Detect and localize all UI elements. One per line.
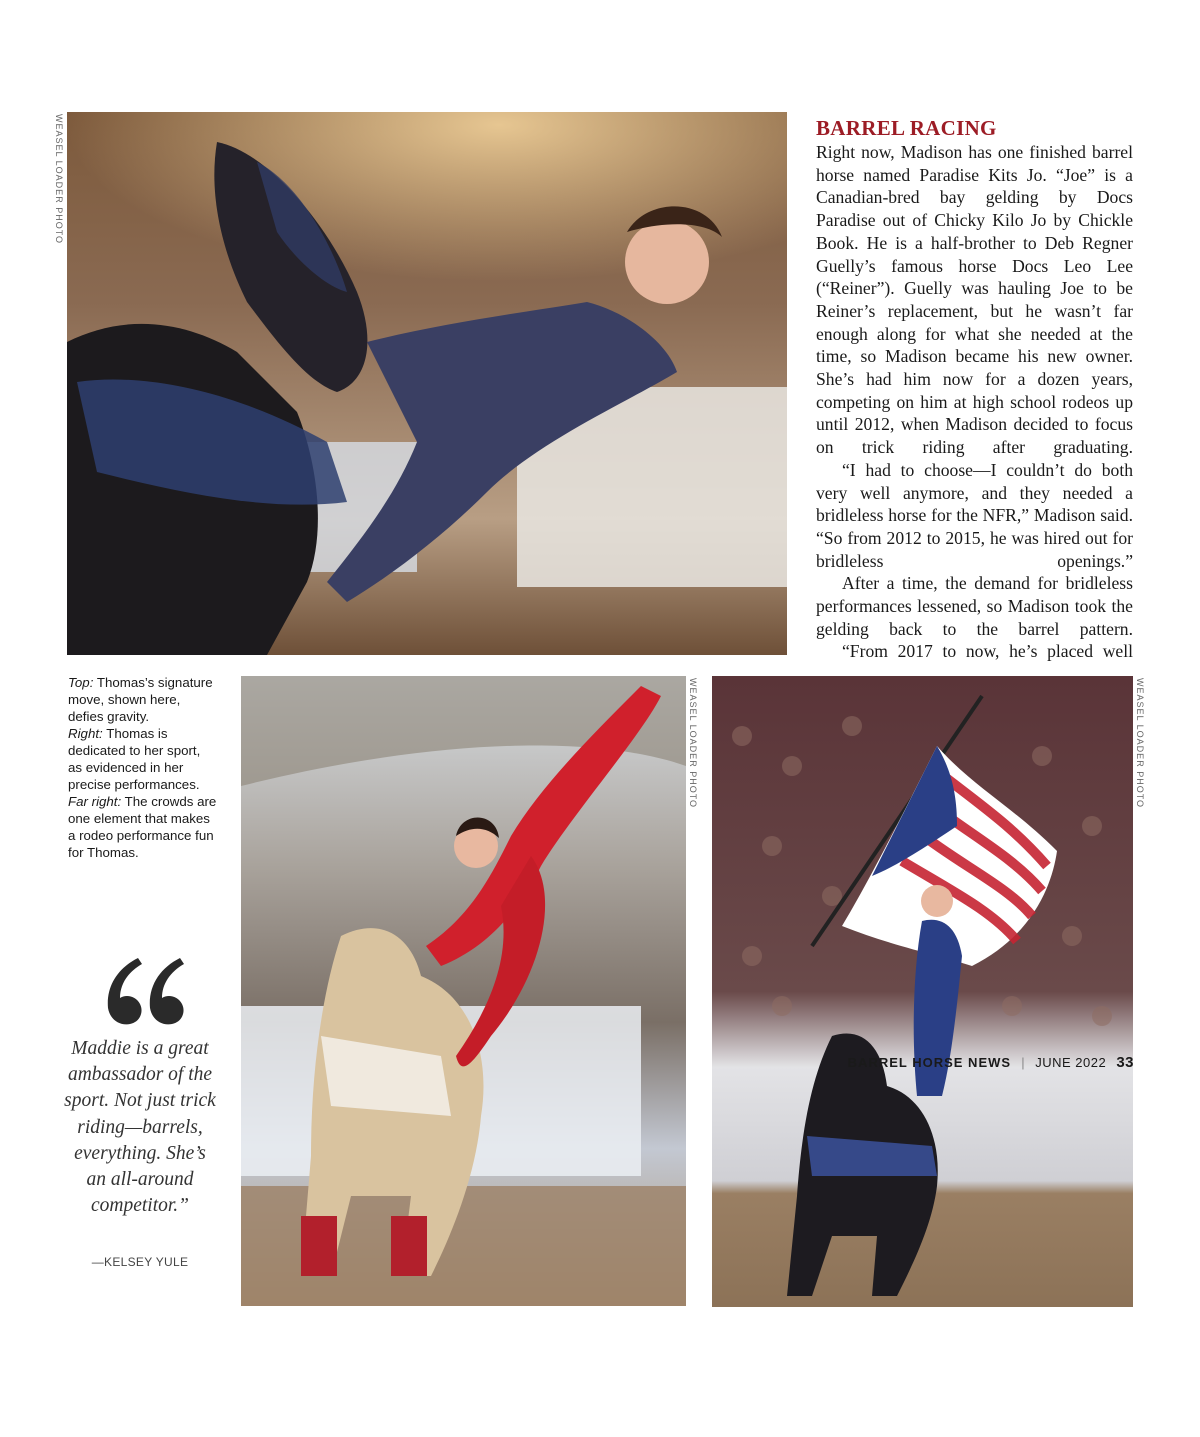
top-photo-credit: WEASEL LOADER PHOTO bbox=[54, 114, 64, 245]
issue-date: JUNE 2022 bbox=[1035, 1055, 1107, 1070]
pull-quote: Maddie is a great ambassador of the sport. Not just trick riding—barrels, everything. She’s an all-around competitor.” bbox=[64, 1038, 216, 1217]
caption-lead: Right: bbox=[68, 726, 103, 741]
caption-text: Thomas’s signature move, shown here, defies gravity. bbox=[68, 675, 213, 724]
quote-mark-icon bbox=[100, 950, 190, 1030]
caption-lead: Far right: bbox=[68, 794, 122, 809]
caption-lead: Top: bbox=[68, 675, 94, 690]
caption-top bbox=[68, 674, 218, 725]
paragraph: “From 2017 to now, he’s placed well bbox=[842, 641, 1133, 662]
caption-text: The crowds are one element that makes a rodeo performance fun for Thomas. bbox=[68, 794, 217, 860]
page-footer bbox=[848, 1054, 1134, 1071]
caption-text: Thomas is dedicated to her sport, as evidenced in her precise performances. bbox=[68, 726, 201, 792]
far-right-photo-flag-rider bbox=[712, 676, 1133, 1307]
paragraph: Right now, Madison has one finished barrel horse named Paradise Kits Jo. “Joe” is a Canadian-bred bay gelding by Docs Paradise out of Chicky Kilo Jo by Chickle Book. He is a half-brother to Deb Regner Guelly’s famous horse Docs Leo Lee (“Reiner”). Guelly was hauling Joe to be Reiner’s replacement, but he wasn’t far enough along for what she needed at the time, so Madison became his new owner. She’s had him now for a dozen years, competing on him at high school rodeos up until 2012, when Madison decided to focus on trick riding after graduating. bbox=[816, 142, 1133, 458]
caption-far-right bbox=[68, 793, 218, 861]
paragraph: “I had to choose—I couldn’t do both very well anymore, and they needed a bridleless horse for the NFR,” Madison said. “So from 2012 to 2015, he was hired out for bridleless openings.” bbox=[816, 459, 1133, 571]
pull-quote-attribution: —KELSEY YULE bbox=[91, 1255, 189, 1269]
footer-separator: | bbox=[1021, 1055, 1026, 1070]
top-photo-trick-rider-leap bbox=[67, 112, 787, 655]
article-body bbox=[816, 141, 1133, 663]
section-heading: BARREL RACING bbox=[816, 116, 997, 140]
caption-right bbox=[68, 725, 218, 793]
publication-name: BARREL HORSE NEWS bbox=[847, 1055, 1012, 1070]
far-right-photo-credit: WEASEL LOADER PHOTO bbox=[1135, 678, 1145, 809]
page-number: 33 bbox=[1116, 1054, 1134, 1071]
paragraph: After a time, the demand for bridleless performances lessened, so Madison took the gelding back to the barrel pattern. bbox=[816, 573, 1133, 639]
photo-captions bbox=[68, 674, 218, 861]
right-photo-credit: WEASEL LOADER PHOTO bbox=[688, 678, 698, 809]
right-photo-rider-red bbox=[241, 676, 686, 1306]
